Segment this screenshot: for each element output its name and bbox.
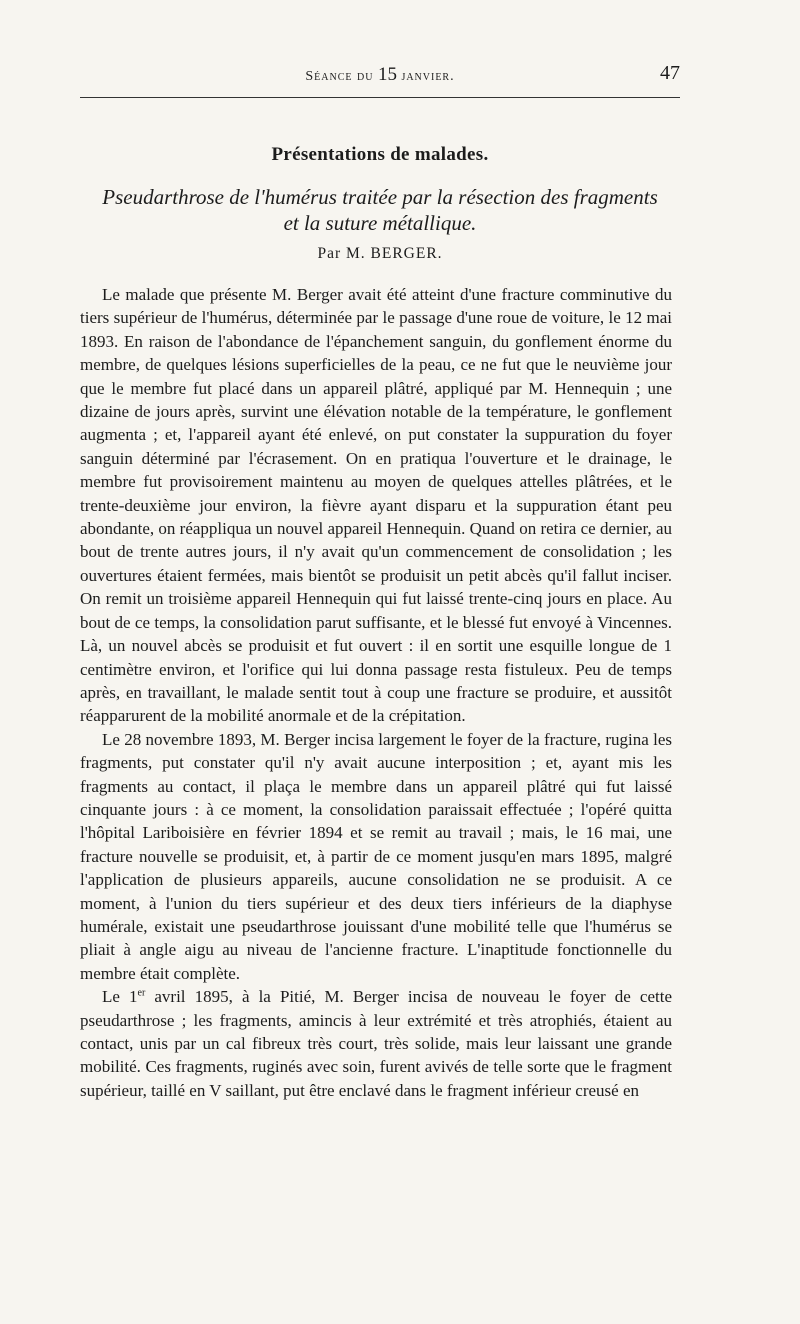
author-byline: Par M. BERGER. [317,245,443,262]
paragraph-3-text: avril 1895, à la Pitié, M. Berger incisa de nouveau le foyer de cette pseudarthrose ; les fragments, amincis à leur extrémité et très atrophiés, étaient au contact, unis par un cal fibreux très court, très solide, mais leur laissant une grande mobilité. Ces fragments, ruginés avec soin, furent avivés de telle sorte que le fragment supérieur, taillé en V saillant, put être enclavé dans le fragment inférieur creusé en [80,987,672,1100]
paragraph-2: Le 28 novembre 1893, M. Berger incisa largement le foyer de la fracture, rugina les fragments, put constater qu'il n'y avait aucune interposition ; et, ayant mis les fragments au contact, il plaça le membre dans un appareil plâtré qui fut laissé cinquante jours : à ce moment, la consolidation paraissait effectuée ; l'opéré quitta l'hôpital Lariboisière en février 1894 et se remit au travail ; mais, le 16 mai, une fracture nouvelle se produisit, et, à partir de ce moment jusqu'en mars 1895, malgré l'application de plusieurs appareils, aucune consolidation ne se produisit. A ce moment, à l'union du tiers supérieur et des deux tiers inférieurs de la diaphyse humérale, existait une pseudarthrose jouissant d'une mobilité telle que l'humérus se pliait à angle aigu au niveau de l'ancienne fracture. L'inaptitude fonctionnelle du membre était complète. [80,729,672,983]
paragraph-1: Le malade que présente M. Berger avait été atteint d'une fracture comminutive du tiers supérieur de l'humérus, déterminée par le passage d'une roue de voiture, le 12 mai 1893. En raison de l'abondance de l'épanchement sanguin, du gonflement énorme du membre, de quelques lésions superficielles de la peau, ce ne fut que le neuvième jour que le membre fut placé dans un appareil plâtré, appliqué par M. Hennequin ; une dizaine de jours après, survint une élévation notable de la température, le gonflement augmenta ; et, l'appareil ayant été enlevé, on put constater la suppuration du foyer sanguin déterminé par l'écrasement. On en pratiqua l'ouverture et le drainage, le membre fut provisoirement maintenu au moyen de quelques attelles plâtrées, et le trente-deuxième jour environ, la fièvre ayant disparu et la suppuration étant peu abondante, on réappliqua un nouvel appareil Hennequin. Quand on retira ce dernier, au bout de trente autres jours, il n'y avait qu'un commencement de consolidation ; les ouvertures étaient fermées, mais bientôt se produisit un petit abcès qu'il fallut inciser. On remit un troisième appareil Hennequin qui fut laissé trente-cinq jours en place. Au bout de ce temps, la consolidation parut suffisante, et le blessé fut envoyé à Vincennes. Là, un nouvel abcès se produisit et fut ouvert : il en sortit une esquille longue de 1 centimètre environ, et l'orifice qui lui donna passage resta fistuleux. Peu de temps après, en travaillant, le malade sentit tout à coup une fracture se produire, et aussitôt réapparurent de la mobilité anormale et de la crépitation. [80,285,672,726]
article-title-line-1: Pseudarthrose de l'humérus traitée par la résection des fragments [102,185,658,209]
article-body [80,283,672,1102]
running-title-day: 15 [377,64,397,85]
running-title [80,64,680,86]
running-title-prefix: Séance du [305,69,378,84]
article-title [80,184,680,236]
ordinal-superscript: er [137,987,146,999]
article-title-line-2: et la suture métallique. [283,211,477,235]
page-number: 47 [660,62,680,84]
running-title-suffix: janvier. [396,69,455,84]
header-rule [80,97,680,98]
paragraph-3-lead: Le 1 [102,987,138,1007]
section-heading: Présentations de malades. [271,144,489,165]
running-header [80,62,680,88]
paragraph-3 [80,985,672,1102]
